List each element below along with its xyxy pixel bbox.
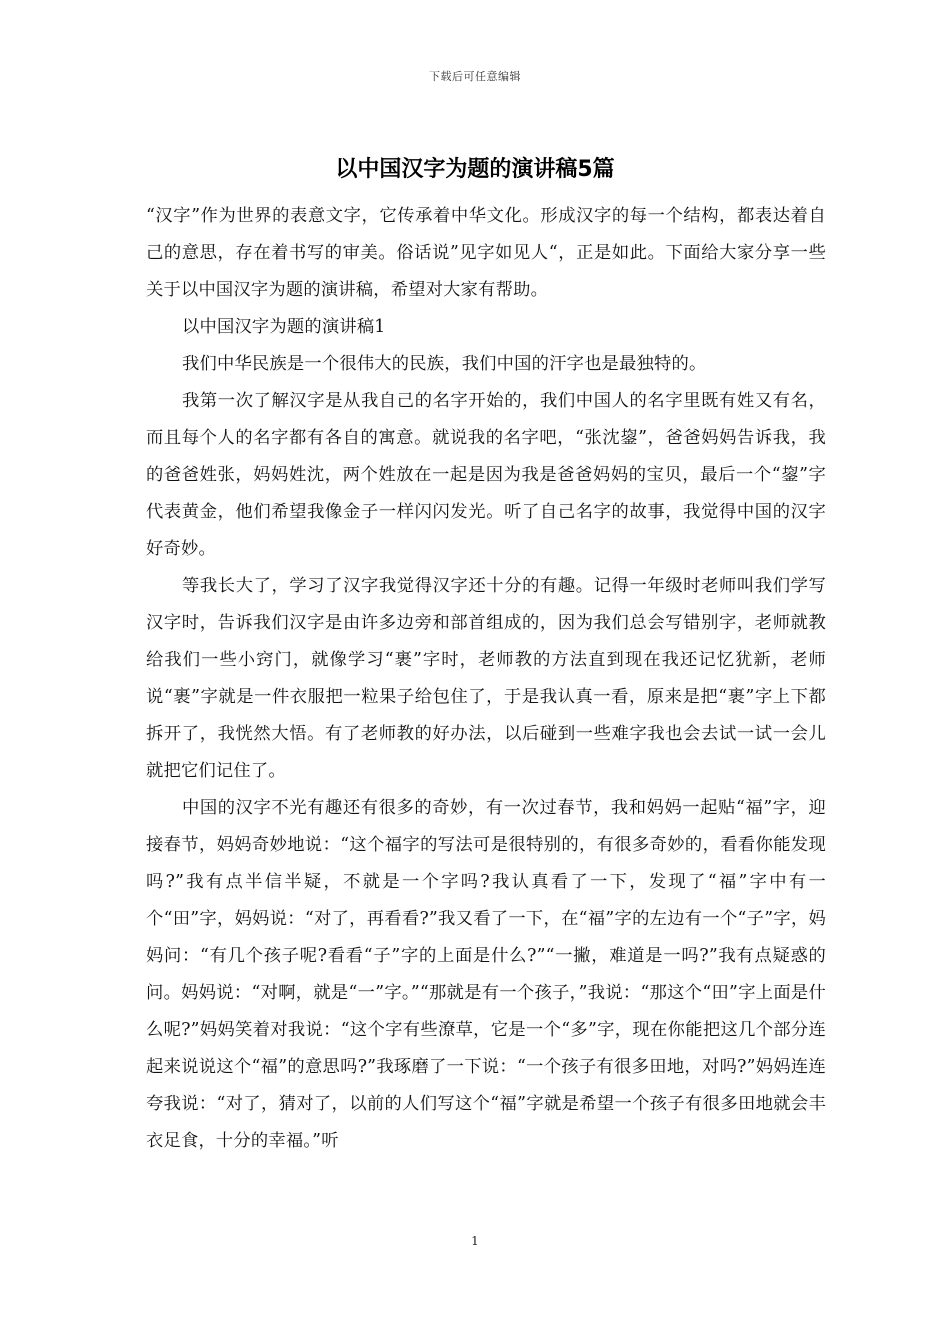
body-paragraph: 中国的汉字不光有趣还有很多的奇妙，有一次过春节，我和妈妈一起贴“福”字，迎接春节，妈妈奇妙地说：“这个福字的写法可是很特别的，有很多奇妙的，看看你能发现吗?”我有点半信半疑，不就是一个字吗?我认真看了一下，发现了“福”字中有一个“田”字，妈妈说：“对了，再看看?”我又看了一下，在“福”字的左边有一个“子”字，妈妈问：“有几个孩子呢?看看“子”字的上面是什么?”“一撇，难道是一吗?”我有点疑惑的问。妈妈说：“对啊，就是“一”字。”“那就是有一个孩子，”我说：“那这个“田”字上面是什么呢?”妈妈笑着对我说：“这个字有些潦草，它是一个“多”字，现在你能把这几个部分连起来说说这个“福”的意思吗?”我琢磨了一下说：“一个孩子有很多田地，对吗?”妈妈连连夸我说：“对了，猜对了，以前的人们写这个“福”字就是希望一个孩子有很多田地就会丰衣足食，十分的幸福。”听 xyxy=(146,798,826,1151)
intro-paragraph: “汉字”作为世界的表意文字，它传承着中华文化。形成汉字的每一个结构，都表达着自己的意思，存在着书写的审美。俗话说”见字如见人“，正是如此。下面给大家分享一些关于以中国汉字为题的演讲稿，希望对大家有帮助。 xyxy=(146,206,826,300)
page-header-note: 下载后可任意编辑 xyxy=(429,70,521,83)
body-paragraph: 我们中华民族是一个很伟大的民族，我们中国的汗字也是最独特的。 xyxy=(182,354,707,374)
body-paragraph: 我第一次了解汉字是从我自己的名字开始的，我们中国人的名字里既有姓又有名，而且每个人的名字都有各自的寓意。就说我的名字吧，“张沈鋆”，爸爸妈妈告诉我，我的爸爸姓张，妈妈姓沈，两个姓放在一起是因为我是爸爸妈妈的宝贝，最后一个“鋆”字代表黄金，他们希望我像金子一样闪闪发光。听了自己名字的故事，我觉得中国的汉字好奇妙。 xyxy=(146,391,826,559)
section-heading: 以中国汉字为题的演讲稿1 xyxy=(182,317,386,337)
page-number: 1 xyxy=(471,1234,479,1248)
document-title: 以中国汉字为题的演讲稿5篇 xyxy=(335,157,615,182)
body-paragraph: 等我长大了，学习了汉字我觉得汉字还十分的有趣。记得一年级时老师叫我们学写汉字时，告诉我们汉字是由许多边旁和部首组成的，因为我们总会写错别字，老师就教给我们一些小窍门，就像学习“裹”字时，老师教的方法直到现在我还记忆犹新，老师说“裹”字就是一件衣服把一粒果子给包住了，于是我认真一看，原来是把“裹”字上下都拆开了，我恍然大悟。有了老师教的好办法，以后碰到一些难字我也会去试一试一会儿就把它们记住了。 xyxy=(146,576,826,781)
document-body xyxy=(146,198,826,1160)
